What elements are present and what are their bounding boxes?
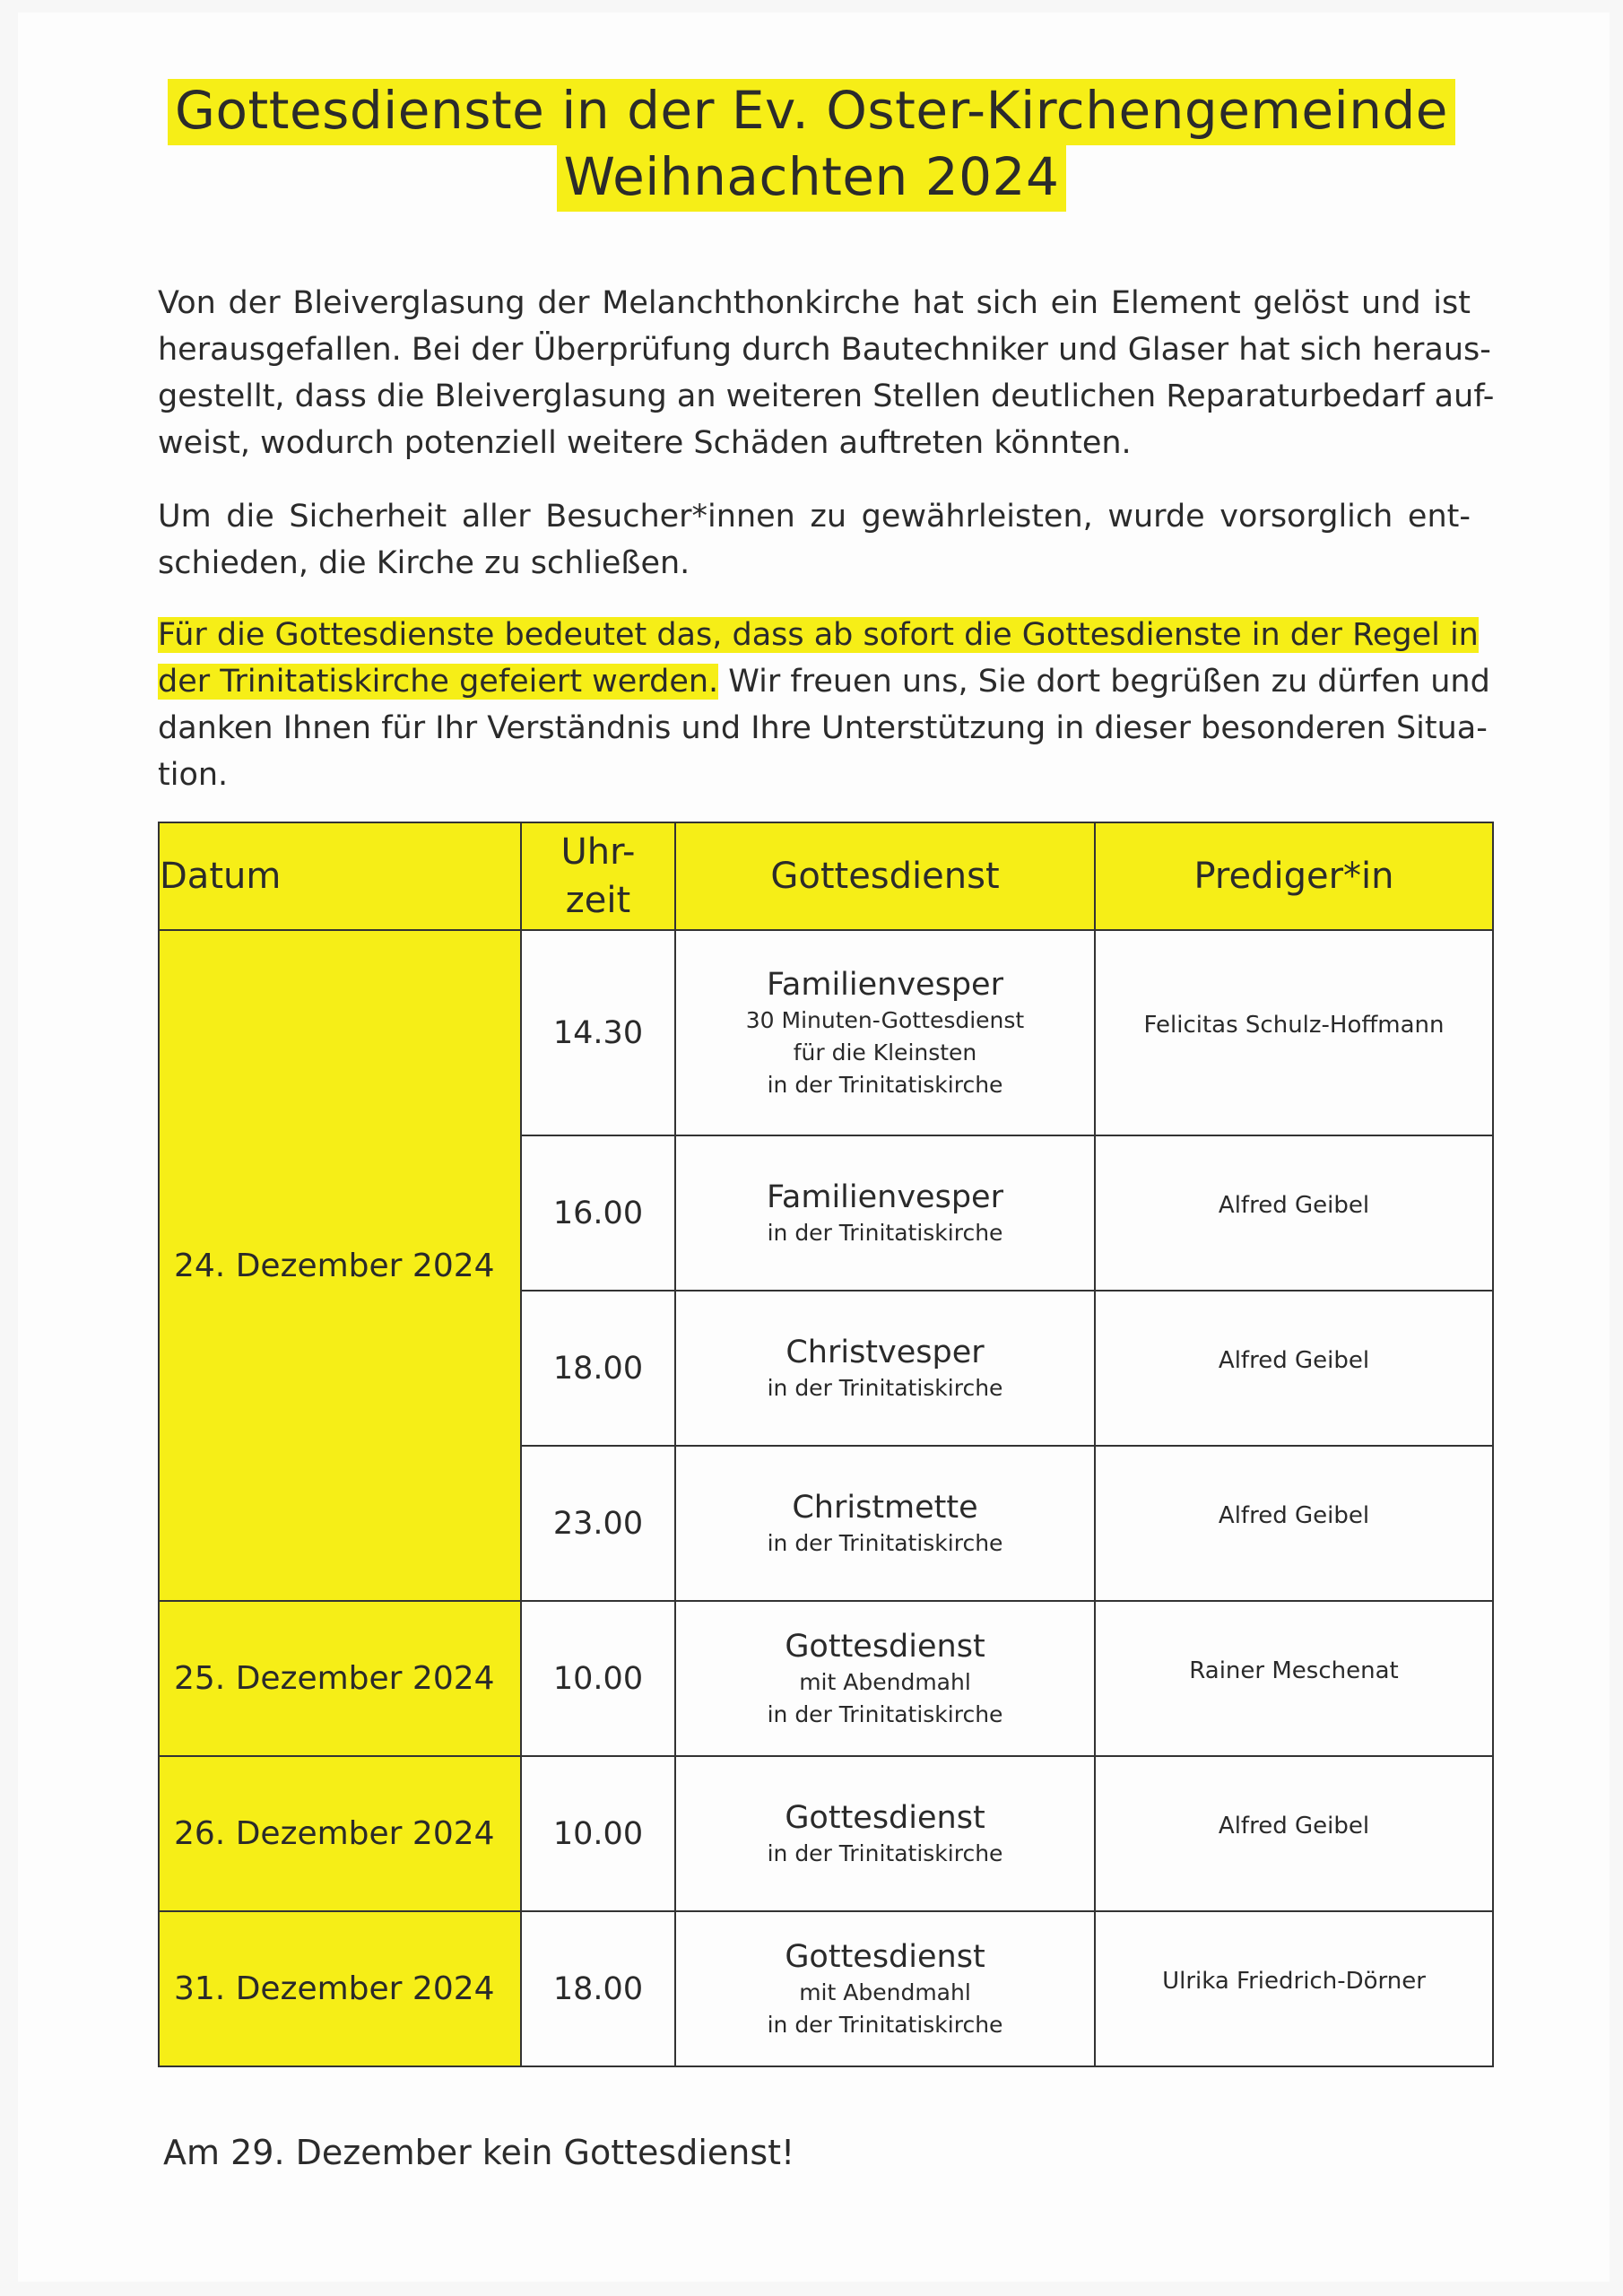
paragraph-2 — [158, 493, 1471, 587]
service-title: Gottesdienst — [785, 1628, 985, 1665]
preacher-cell: Rainer Meschenat — [1095, 1601, 1493, 1756]
paragraph-line: schieden, die Kirche zu schließen. — [158, 545, 690, 581]
service-title: Familienvesper — [767, 966, 1003, 1003]
service-location: in der Trinitatiskirche — [767, 1219, 1003, 1246]
service-title: Gottesdienst — [785, 1799, 985, 1836]
paragraph-1 — [158, 280, 1495, 466]
header-uhrzeit — [521, 822, 675, 930]
service-cell — [675, 1911, 1095, 2066]
paragraph-line: gestellt, dass die Bleiverglasung an weiteren Stellen deutlichen Reparaturbedarf auf- — [158, 378, 1495, 414]
service-cell — [675, 1446, 1095, 1601]
date-cell: 25. Dezember 2024 — [159, 1601, 521, 1756]
header-uhrzeit-line1: Uhr- — [560, 831, 636, 873]
paragraph-text: Wir freuen uns, Sie dort begrüßen zu dürfen und — [718, 664, 1490, 700]
service-location: in der Trinitatiskirche — [767, 1839, 1003, 1866]
service-title: Christvesper — [785, 1334, 985, 1370]
service-location: in der Trinitatiskirche — [767, 2011, 1003, 2038]
highlighted-text: der Trinitatiskirche gefeiert werden. — [158, 664, 719, 700]
paragraph-line — [158, 612, 1479, 658]
time-cell: 23.00 — [521, 1446, 675, 1601]
date-cell: 31. Dezember 2024 — [159, 1911, 521, 2066]
time-cell: 18.00 — [521, 1911, 675, 2066]
service-location: in der Trinitatiskirche — [767, 1374, 1003, 1401]
paragraph-line: herausgefallen. Bei der Überprüfung durch Bautechniker und Glaser hat sich heraus- — [158, 332, 1491, 368]
paragraph-3 — [158, 612, 1490, 798]
title-line-2: Weihnachten 2024 — [557, 145, 1067, 212]
preacher-cell: Alfred Geibel — [1095, 1291, 1493, 1446]
preacher-cell: Ulrika Friedrich-Dörner — [1095, 1911, 1493, 2066]
time-cell: 10.00 — [521, 1601, 675, 1756]
service-cell — [675, 1601, 1095, 1756]
date-cell: 26. Dezember 2024 — [159, 1756, 521, 1911]
table-header-row — [159, 822, 1493, 930]
preacher-cell: Felicitas Schulz-Hoffmann — [1095, 930, 1493, 1135]
service-title: Familienvesper — [767, 1178, 1003, 1215]
time-cell: 18.00 — [521, 1291, 675, 1446]
preacher-cell: Alfred Geibel — [1095, 1756, 1493, 1911]
service-title: Gottesdienst — [785, 1938, 985, 1975]
paragraph-line: danken Ihnen für Ihr Verständnis und Ihre Unterstützung in dieser besonderen Situa- — [158, 710, 1488, 746]
table-row — [159, 1601, 1493, 1756]
service-detail: für die Kleinsten — [793, 1039, 977, 1065]
highlighted-text: Für die Gottesdienste bedeutet das, dass ab sofort die Gottesdienste in der Regel in — [158, 617, 1479, 653]
service-cell — [675, 1756, 1095, 1911]
service-location: in der Trinitatiskirche — [767, 1700, 1003, 1727]
service-title: Christmette — [792, 1489, 978, 1526]
preacher-cell: Alfred Geibel — [1095, 1135, 1493, 1291]
page-title — [0, 79, 1623, 212]
header-datum: Datum — [159, 822, 521, 930]
service-cell — [675, 930, 1095, 1135]
time-cell: 14.30 — [521, 930, 675, 1135]
header-prediger: Prediger*in — [1095, 822, 1493, 930]
table-row — [159, 1911, 1493, 2066]
paragraph-line: Um die Sicherheit aller Besucher*innen zu gewährleisten, wurde vorsorglich ent- — [158, 499, 1471, 535]
service-cell — [675, 1291, 1095, 1446]
paragraph-line: tion. — [158, 757, 229, 793]
paragraph-line: Von der Bleiverglasung der Melanchthonkirche hat sich ein Element gelöst und ist — [158, 285, 1471, 321]
time-cell: 10.00 — [521, 1756, 675, 1911]
footer-note: Am 29. Dezember kein Gottesdienst! — [163, 2133, 795, 2172]
header-uhrzeit-line2: zeit — [565, 880, 631, 921]
service-location: in der Trinitatiskirche — [767, 1071, 1003, 1098]
time-cell: 16.00 — [521, 1135, 675, 1291]
schedule-table — [158, 822, 1494, 2067]
date-cell: 24. Dezember 2024 — [159, 930, 521, 1601]
table-row — [159, 930, 1493, 1135]
table-row — [159, 1756, 1493, 1911]
service-detail: 30 Minuten-Gottesdienst — [745, 1006, 1025, 1033]
service-cell — [675, 1135, 1095, 1291]
service-detail: mit Abendmahl — [799, 1668, 971, 1695]
preacher-cell: Alfred Geibel — [1095, 1446, 1493, 1601]
paragraph-line: weist, wodurch potenziell weitere Schäden auftreten könnten. — [158, 425, 1132, 461]
service-detail: mit Abendmahl — [799, 1979, 971, 2005]
service-location: in der Trinitatiskirche — [767, 1529, 1003, 1556]
header-gottesdienst: Gottesdienst — [675, 822, 1095, 930]
title-line-1: Gottesdienste in der Ev. Oster-Kirchengemeinde — [168, 79, 1455, 145]
paragraph-line — [158, 658, 1490, 705]
